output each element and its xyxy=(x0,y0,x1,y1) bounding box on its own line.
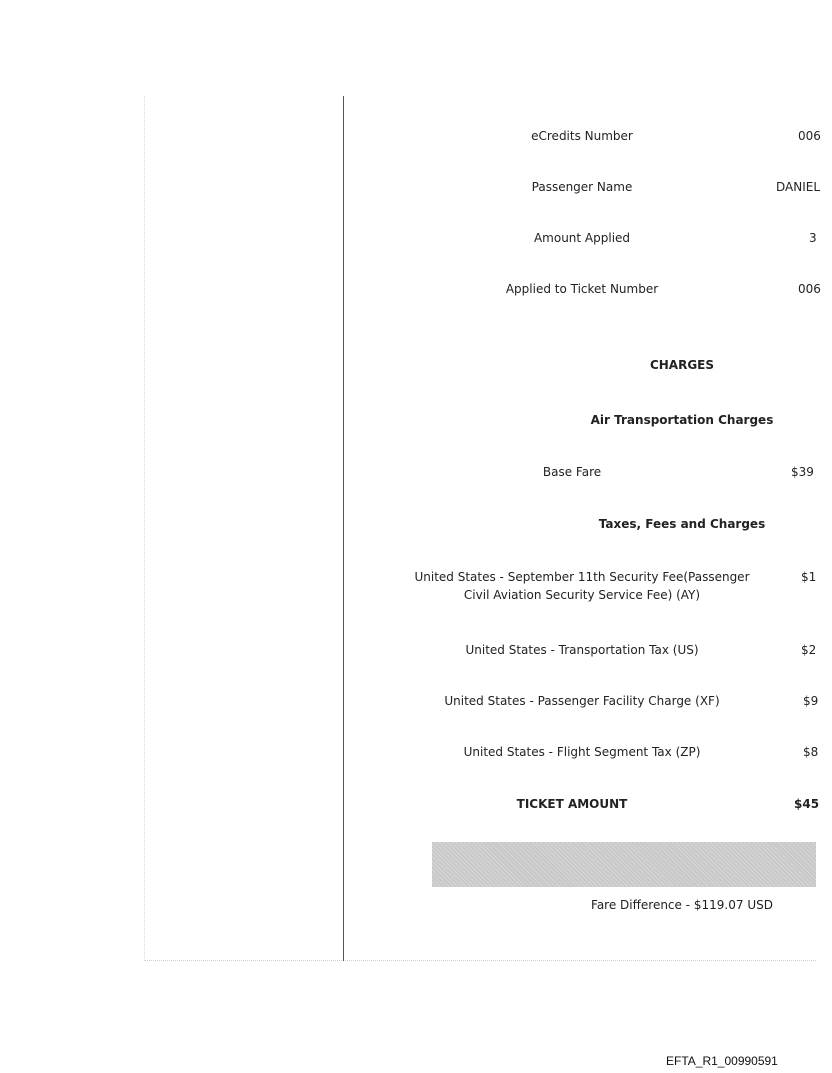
shaded-band xyxy=(432,842,816,887)
ecredits-number-value: 006 xyxy=(798,129,821,143)
amount-applied-label: Amount Applied xyxy=(533,231,631,245)
passenger-name-value: DANIEL xyxy=(776,180,821,194)
applied-to-ticket-value: 006 xyxy=(798,282,821,296)
ecredits-number-label: eCredits Number xyxy=(531,129,633,143)
tax-zp-value: $8 xyxy=(803,745,819,759)
tax-zp-label: United States - Flight Segment Tax (ZP) xyxy=(463,745,701,759)
fare-difference-text: Fare Difference - $119.07 USD xyxy=(591,898,773,912)
taxes-heading: Taxes, Fees and Charges xyxy=(598,517,766,531)
amount-applied-value: 3 xyxy=(809,231,817,245)
ticket-amount-label: TICKET AMOUNT xyxy=(516,797,628,811)
column-divider xyxy=(343,96,344,961)
base-fare-value: $39 xyxy=(791,465,814,479)
tax-us-label: United States - Transportation Tax (US) xyxy=(465,643,699,657)
applied-to-ticket-label: Applied to Ticket Number xyxy=(505,282,659,296)
charges-heading: CHARGES xyxy=(649,358,715,372)
document-id: EFTA_R1_00990591 xyxy=(666,1054,778,1068)
tax-xf-value: $9 xyxy=(803,694,819,708)
tax-ay-value: $1 xyxy=(801,570,817,584)
air-transportation-heading: Air Transportation Charges xyxy=(590,413,774,427)
tax-ay-label: United States - September 11th Security Fee(Passenger Civil Aviation Security Service Fee) (AY) xyxy=(414,570,750,602)
tax-xf-label: United States - Passenger Facility Charge (XF) xyxy=(444,694,720,708)
ticket-amount-value: $45 xyxy=(794,797,820,811)
passenger-name-label: Passenger Name xyxy=(531,180,633,194)
base-fare-label: Base Fare xyxy=(542,465,602,479)
tax-us-value: $2 xyxy=(801,643,817,657)
